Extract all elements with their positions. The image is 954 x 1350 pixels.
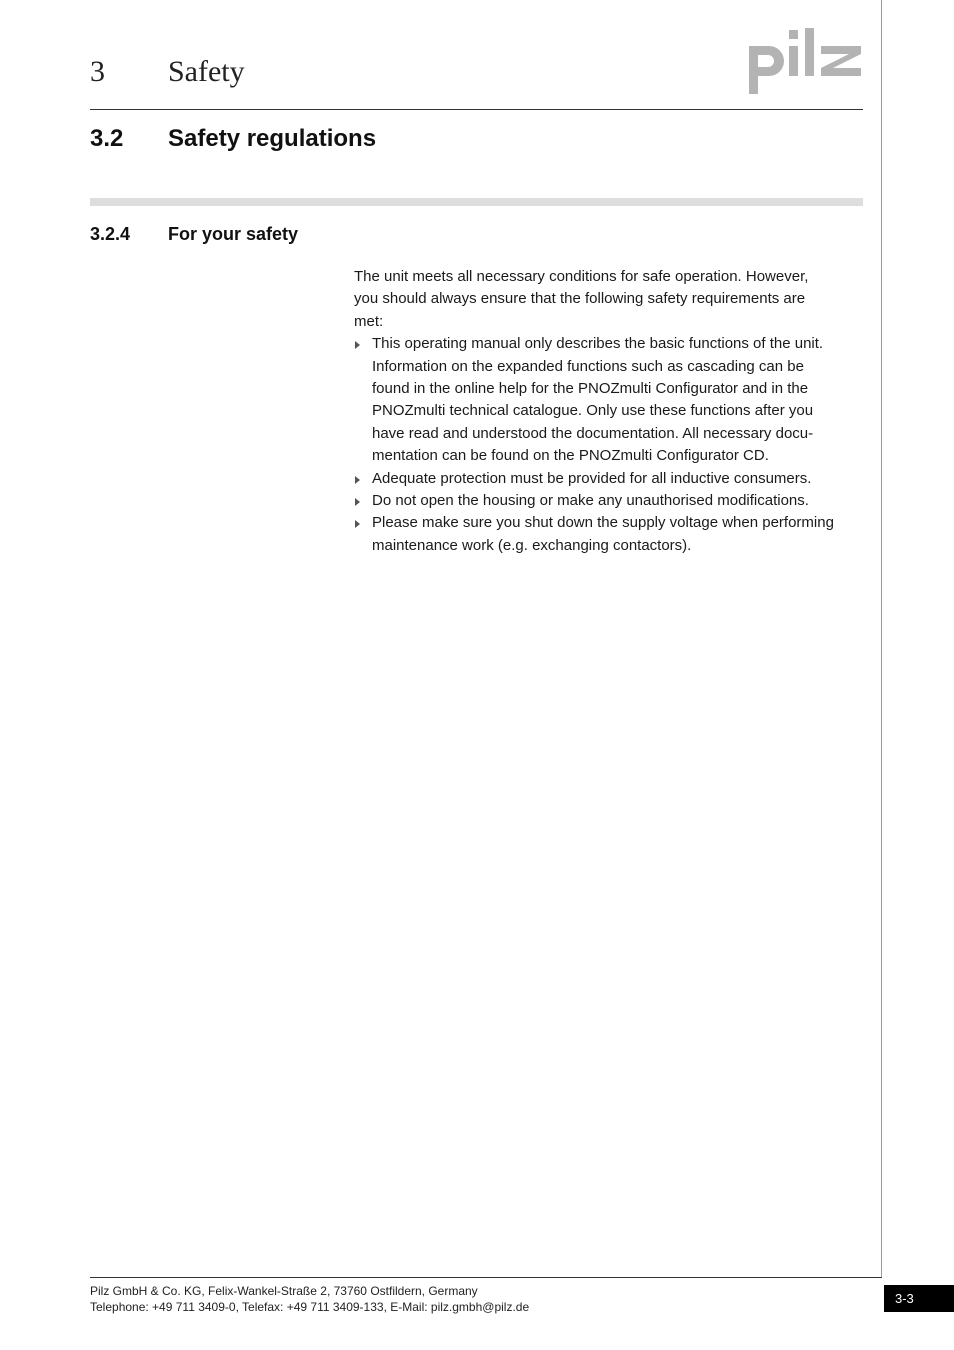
- list-item: [354, 512, 864, 557]
- text-line: mentation can be found on the PNOZmulti Configurator CD.: [372, 447, 769, 465]
- bullet-arrow-icon: [355, 520, 360, 528]
- text-line: you should always ensure that the following safety requirements are: [354, 290, 806, 308]
- right-margin-rule: [881, 0, 882, 1277]
- section-divider-band: [90, 198, 863, 206]
- text-line: PNOZmulti technical catalogue. Only use these functions after you: [372, 402, 814, 420]
- bullet-arrow-icon: [355, 498, 360, 506]
- section-title: Safety regulations: [168, 125, 377, 152]
- subsection-number: 3.2.4: [90, 224, 131, 244]
- text-line: Please make sure you shut down the supply voltage when performing: [372, 514, 834, 532]
- text-line: Adequate protection must be provided for all inductive consumers.: [372, 469, 812, 487]
- intro-paragraph: [354, 266, 864, 333]
- section-number: 3.2: [90, 125, 124, 152]
- body-text: [354, 266, 864, 557]
- text-line: Information on the expanded functions such as cascading can be: [372, 357, 804, 375]
- chapter-number: 3: [90, 55, 105, 88]
- list-item: [354, 333, 864, 467]
- text-line: Do not open the housing or make any unauthorised modifications.: [372, 492, 809, 510]
- list-item: [354, 490, 864, 512]
- bullet-arrow-icon: [355, 341, 360, 349]
- header-rule: [90, 109, 863, 110]
- chapter-title: Safety: [168, 55, 245, 88]
- text-line: maintenance work (e.g. exchanging contactors).: [372, 536, 692, 554]
- page-number-badge: 3-3: [884, 1285, 954, 1312]
- text-line: found in the online help for the PNOZmulti Configurator and in the: [372, 380, 809, 398]
- footer: [90, 1283, 529, 1315]
- pilz-logo: [745, 24, 865, 96]
- text-line: met:: [354, 312, 384, 330]
- bullet-arrow-icon: [355, 476, 360, 484]
- chapter-heading: [90, 52, 245, 92]
- footer-rule: [90, 1277, 882, 1278]
- section-heading: [90, 123, 376, 155]
- footer-address: Pilz GmbH & Co. KG, Felix-Wankel-Straße 2, 73760 Ostfildern, Germany: [90, 1284, 478, 1298]
- list-item: [354, 468, 864, 490]
- footer-contact: Telephone: +49 711 3409-0, Telefax: +49 711 3409-133, E-Mail: pilz.gmbh@pilz.de: [90, 1300, 530, 1314]
- subsection-title: For your safety: [168, 224, 299, 244]
- subsection-heading: [90, 222, 298, 246]
- text-line: have read and understood the documentation. All necessary docu-: [372, 424, 814, 442]
- text-line: The unit meets all necessary conditions for safe operation. However,: [354, 268, 809, 285]
- text-line: This operating manual only describes the basic functions of the unit.: [372, 335, 824, 353]
- safety-requirements-list: [354, 333, 864, 557]
